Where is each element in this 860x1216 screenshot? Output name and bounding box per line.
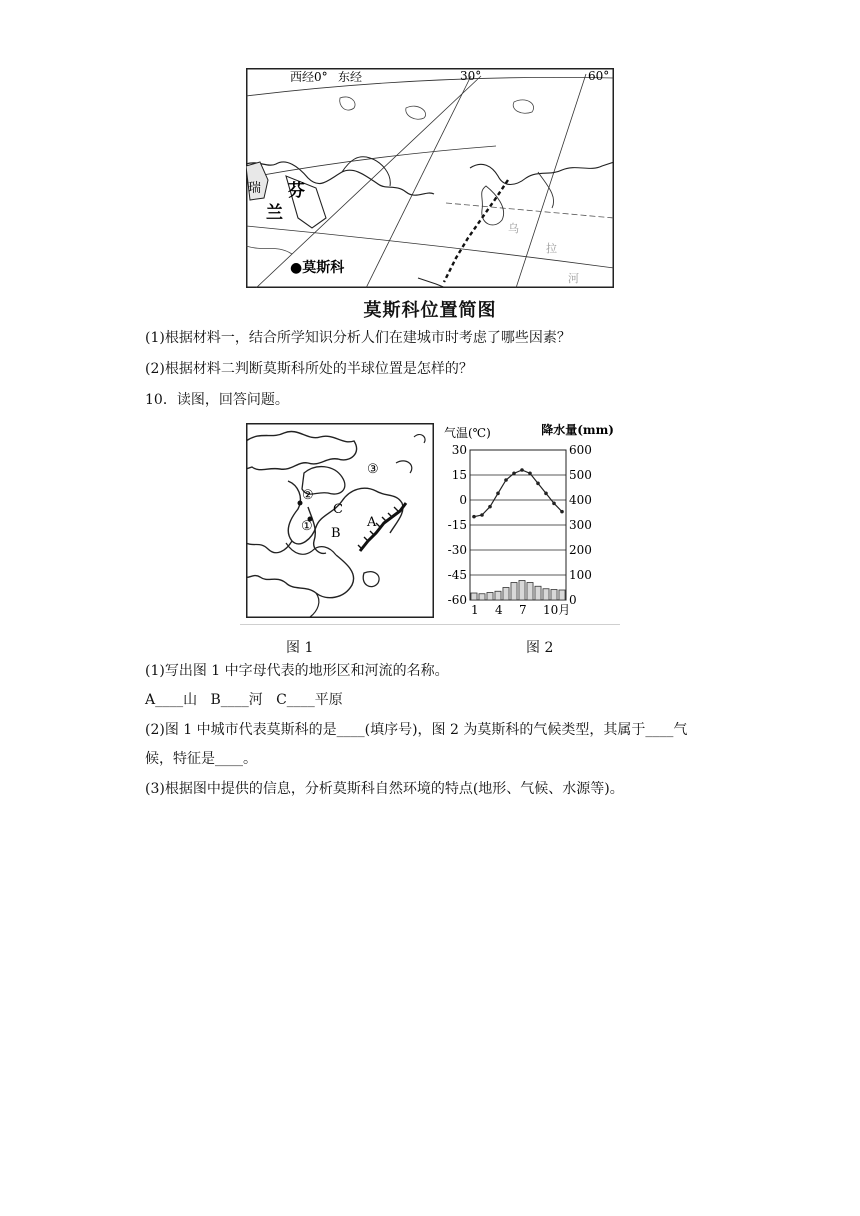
map1-label-west: 西经0° bbox=[290, 70, 328, 84]
map1-label-fen: 芬 bbox=[288, 181, 305, 201]
precipitation-bar bbox=[551, 590, 557, 601]
chart-y-left-tick: -60 bbox=[447, 593, 467, 607]
chart-x-tick: 7 bbox=[519, 603, 527, 617]
chart-y-right-tick: 0 bbox=[569, 593, 577, 607]
figure-divider bbox=[240, 624, 620, 625]
q10-part2-line2: 候，特征是____。 bbox=[145, 751, 257, 767]
chart-y-left-tick: -15 bbox=[447, 518, 467, 532]
temperature-point bbox=[552, 502, 556, 506]
precipitation-bar bbox=[503, 588, 509, 601]
map1-label-rui: 瑞 bbox=[248, 181, 262, 196]
q10-part2-line1: (2)图 1 中城市代表莫斯科的是____(填序号)，图 2 为莫斯科的气候类型，其属于____气 bbox=[145, 722, 688, 738]
q9-part1: (1)根据材料一，结合所学知识分析人们在建城市时考虑了哪些因素？ bbox=[145, 330, 571, 346]
climate-chart bbox=[440, 420, 618, 620]
precipitation-bar bbox=[487, 593, 493, 601]
temperature-point bbox=[560, 510, 564, 514]
chart-y-right-tick: 600 bbox=[569, 443, 592, 457]
temperature-point bbox=[504, 478, 508, 482]
map1-label-lan: 兰 bbox=[266, 203, 283, 223]
precipitation-bar bbox=[559, 590, 565, 600]
q10-part3: (3)根据图中提供的信息，分析莫斯科自然环境的特点(地形、气候、水源等)。 bbox=[145, 781, 624, 797]
temperature-point bbox=[488, 505, 492, 509]
chart-y-left-tick: 0 bbox=[459, 493, 467, 507]
map1-faint-label: 河 bbox=[568, 272, 579, 285]
chart-x-tick: 4 bbox=[495, 603, 503, 617]
label-C: C bbox=[333, 502, 343, 517]
q10-intro: 10．读图，回答问题。 bbox=[145, 392, 289, 408]
chart-y-right-tick: 500 bbox=[569, 468, 592, 482]
city-marker-2: ② bbox=[302, 488, 314, 503]
chart-y-right-tick: 300 bbox=[569, 518, 592, 532]
figure1-map bbox=[246, 423, 434, 618]
chart-y-right-tick: 400 bbox=[569, 493, 592, 507]
chart-x-tick: 10月 bbox=[543, 603, 571, 617]
q10-part1: (1)写出图 1 中字母代表的地形区和河流的名称。 bbox=[145, 663, 449, 679]
city-marker-1: ① bbox=[301, 519, 313, 534]
moscow-location-map bbox=[246, 68, 614, 288]
label-B: B bbox=[331, 526, 341, 541]
precipitation-bar bbox=[527, 583, 533, 601]
map1-label-60: 60° bbox=[588, 69, 610, 83]
chart-x-tick: 1 bbox=[471, 603, 479, 617]
chart-y-left-tick: -45 bbox=[447, 568, 467, 582]
chart-y-right-tick: 100 bbox=[569, 568, 592, 582]
map1-label-east: 东经 bbox=[338, 70, 363, 84]
chart-y-left-tick: 15 bbox=[451, 468, 467, 482]
temperature-line bbox=[474, 470, 562, 517]
label-A: A bbox=[367, 515, 377, 530]
q10-part1-blanks: A____山 B____河 C____平原 bbox=[145, 692, 343, 708]
chart-y-left-tick: 30 bbox=[451, 443, 467, 457]
city-marker-3: ③ bbox=[367, 462, 379, 477]
chart-y-left-tick: -30 bbox=[447, 543, 467, 557]
temperature-point bbox=[520, 468, 524, 472]
figure2-caption: 图 2 bbox=[526, 640, 554, 656]
chart-y-right-tick: 200 bbox=[569, 543, 592, 557]
precipitation-bar bbox=[471, 593, 477, 600]
chart-ylabel-right: 降水量(mm) bbox=[541, 423, 614, 437]
map1-faint-label: 拉 bbox=[546, 242, 557, 255]
temperature-point bbox=[496, 492, 500, 496]
moscow-label: ●莫斯科 bbox=[290, 260, 345, 276]
temperature-point bbox=[536, 482, 540, 486]
q9-part2: (2)根据材料二判断莫斯科所处的半球位置是怎样的？ bbox=[145, 361, 473, 377]
map1-faint-label: 乌 bbox=[508, 222, 519, 235]
chart-ylabel-left: 气温(℃) bbox=[444, 426, 491, 440]
temperature-point bbox=[544, 492, 548, 496]
map1-label-30: 30° bbox=[460, 69, 482, 83]
precipitation-bar bbox=[543, 589, 549, 600]
precipitation-bar bbox=[519, 581, 525, 601]
temperature-point bbox=[480, 513, 484, 517]
temperature-point bbox=[512, 472, 516, 476]
temperature-point bbox=[528, 472, 532, 476]
precipitation-bar bbox=[511, 583, 517, 601]
temperature-point bbox=[472, 515, 476, 519]
precipitation-bar bbox=[535, 586, 541, 600]
precipitation-bar bbox=[495, 591, 501, 600]
figure1-caption: 图 1 bbox=[286, 640, 314, 656]
precipitation-bar bbox=[479, 594, 485, 600]
map1-title: 莫斯科位置简图 bbox=[363, 300, 497, 321]
